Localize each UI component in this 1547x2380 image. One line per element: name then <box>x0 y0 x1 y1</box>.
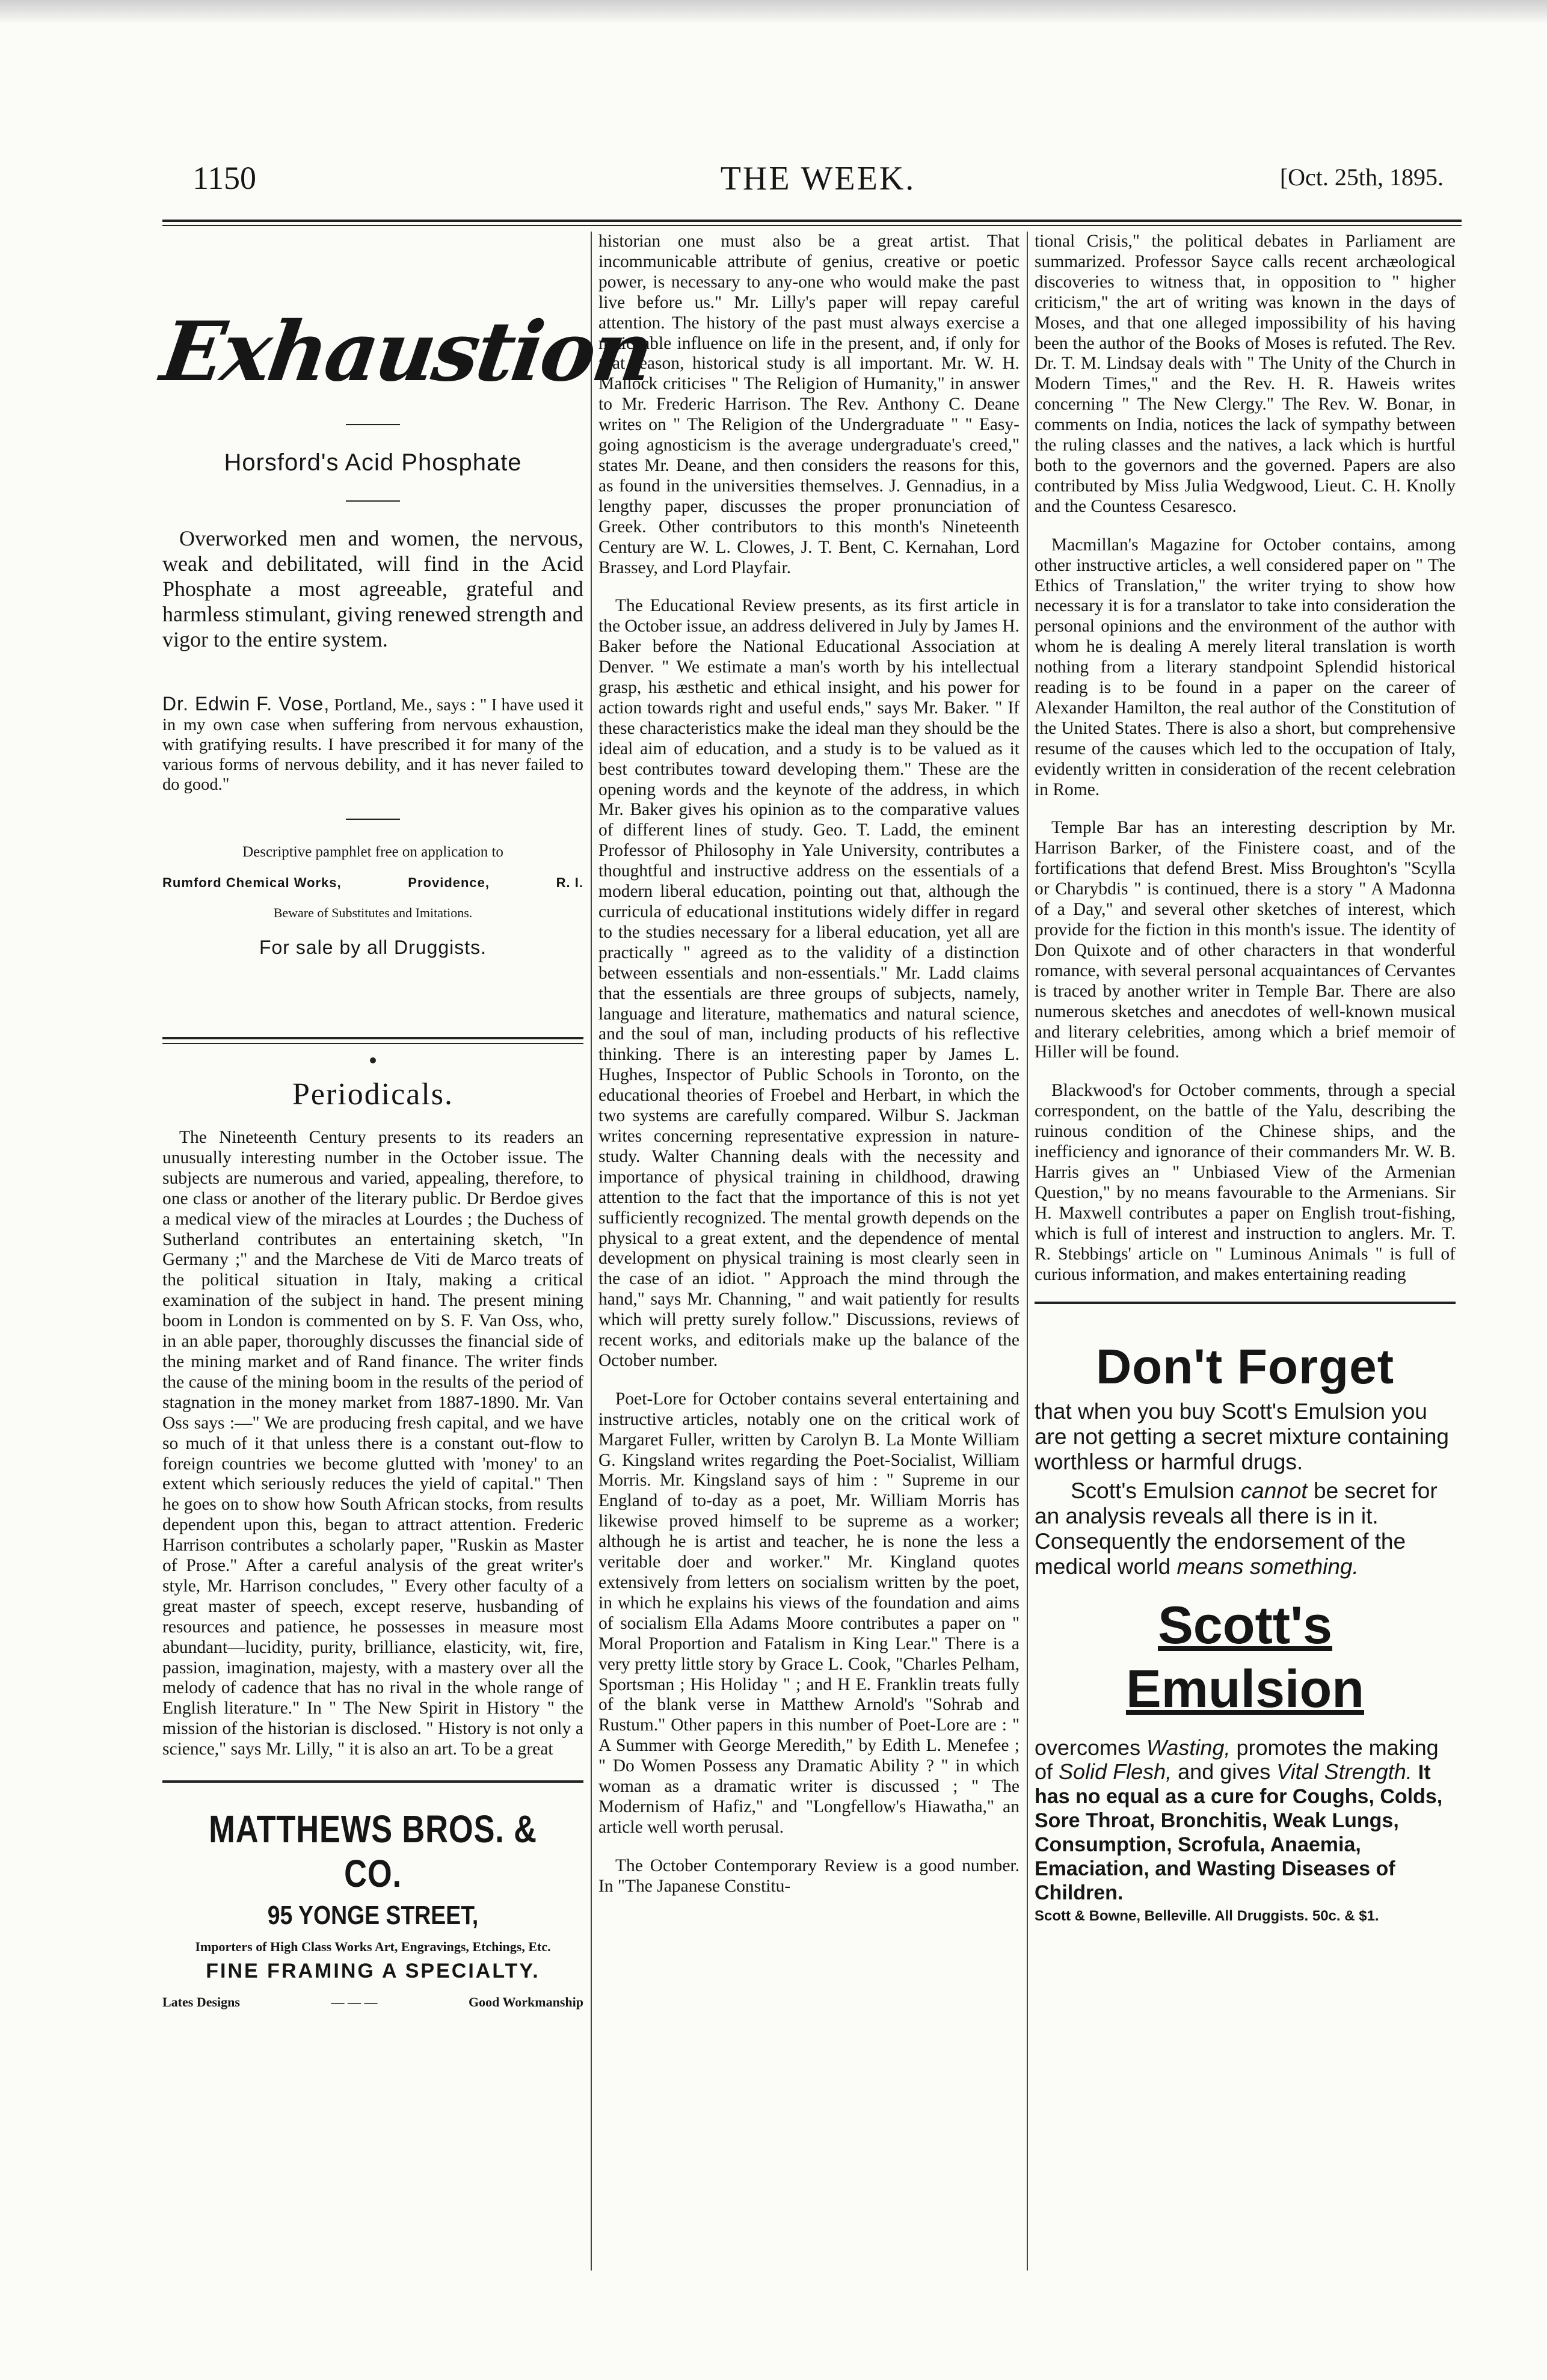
ornament-dot <box>370 1057 376 1063</box>
emphasis: Vital Strength. <box>1276 1759 1412 1785</box>
sale-note: For sale by all Druggists. <box>259 936 487 958</box>
divider <box>346 500 400 502</box>
testimonial-place: Portland, Me., <box>334 696 432 715</box>
cure-list: It has no equal as a cure for Coughs, Colds, Sore Throat, Bronchitis, Weak Lungs, Consumption, Scrofula, Anaemia, Emaciation, and Wasting Diseases of Children. <box>1035 1761 1443 1905</box>
column-divider <box>1027 232 1028 2271</box>
ad-headline: Don't Forget <box>1095 1339 1395 1395</box>
divider <box>346 424 400 425</box>
emphasis: Solid Flesh, <box>1059 1759 1172 1785</box>
page-number: 1150 <box>192 160 256 196</box>
testimonial-text: says : " I have used it in my own case when suffering from nervous exhaustion, with gratifying results. I have prescribed it for many of the various forms of nervous debility, and it has never failed to do good." <box>162 696 583 794</box>
masthead: THE WEEK. <box>720 160 916 197</box>
brand-name: Scott's <box>1158 1595 1332 1655</box>
column-3 <box>1035 232 1456 1925</box>
claim-text: overcomes <box>1035 1735 1141 1760</box>
scan-edge <box>0 0 1547 24</box>
claim-text: promotes the making of <box>1035 1735 1439 1785</box>
product-name: Horsford's Acid Phosphate <box>224 449 522 476</box>
section-heading: Periodicals. <box>292 1077 454 1112</box>
column-2 <box>598 232 1020 1897</box>
matthews-ad <box>162 1807 583 2010</box>
ad-claims <box>1035 1736 1456 1904</box>
ad-body <box>1035 1478 1456 1579</box>
acid-phosphate-ad <box>155 304 657 959</box>
article-paragraph: The October Contemporary Review is a good number. In "The Japanese Constitu- <box>598 1856 1020 1896</box>
ad-rule <box>162 1780 583 1783</box>
page-header <box>192 159 1444 201</box>
testimonial-name: Dr. Edwin F. Vose, <box>162 693 330 715</box>
divider <box>346 819 400 820</box>
ad-headline: Exhaustion <box>155 304 657 400</box>
ad-body: that when you buy Scott's Emulsion you are not getting a secret mixture containing worthless or harmful drugs. <box>1035 1399 1449 1475</box>
column-divider <box>591 232 592 2271</box>
body-text: be secret for an analysis reveals all there is in it. Consequently the endorsement of the medical world <box>1035 1478 1438 1579</box>
brand-mention: Scott's Emulsion <box>1071 1478 1235 1504</box>
column-1 <box>155 232 657 2010</box>
workmanship-label: Good Workmanship <box>469 1994 583 2010</box>
pamphlet-note: Descriptive pamphlet free on application to <box>242 844 503 860</box>
ad-footer: Scott & Bowne, Belleville. All Druggists. 50c. & $1. <box>1035 1908 1379 1925</box>
ad-body: Overworked men and women, the nervous, weak and debilitated, will find in the Acid Phosphate a most agreeable, grateful and harmless stimulant, giving renewed strength and vigor to the entire system. <box>162 526 583 651</box>
scotts-emulsion-ad <box>1035 1339 1456 1925</box>
maker-line <box>162 875 583 891</box>
claim-text: and gives <box>1178 1759 1271 1785</box>
article-paragraph: Macmillan's Magazine for October contains, among other instructive articles, a well considered paper on " The Ethics of Translation," the writer trying to show how necessary it is for a translator to take into consideration the personal opinions and the environment of the author with whom he is dealing A merely literal translation is worth nothing from a literary standpoint Splendid historical reading is to be found in a paper on the career of Alexander Hamilton, the real author of the Constitution of the United States. There is also a short, but comprehensive resume of the causes which led to the occupation of Italy, evidently written in consideration of the recent celebration in Rome. <box>1035 535 1456 799</box>
brand-name: Emulsion <box>1125 1659 1365 1719</box>
header-rule <box>162 220 1462 222</box>
testimonial <box>162 694 583 795</box>
emphasis: cannot <box>1240 1478 1308 1504</box>
maker-place: Providence, <box>408 875 490 890</box>
framing-line: FINE FRAMING A SPECIALTY. <box>206 1960 540 1983</box>
company-name: MATTHEWS BROS. & CO. <box>209 1807 537 1896</box>
dashes: — — — <box>331 1994 378 2010</box>
article-paragraph: Poet-Lore for October contains several entertaining and instructive articles, notably one on the critical work of Margaret Fuller, written by Carolyn B. La Monte William G. Kingsland writes regarding the Poet-Socialist, William Morris. Mr. Kingsland says of him : " Supreme in our England of to-day as a poet, Mr. William Morris has likewise proved himself to be supreme as a worker; although he is artist and teacher, he is none the less a veritable doer and worker." Mr. Kingland quotes extensively from letters on socialism written by the poet, in which he explains his views of the foundation and aims of socialism Ella Adams Moore contributes a paper on " Moral Proportion and Fatalism in King Lear." There is a very pretty little story by Grace L. Cook, "Charles Pelham, Sportsman ; His Holiday " ; and H E. Franklin treats fully of the blank verse in Matthew Arnold's "Sohrab and Rustum." Other papers in this number of Poet-Lore are : " A Summer with George Meredith," by Edith L. Menefee ; " Do Women Possess any Dramatic Ability ? " in which woman as a dramatic writer is discussed ; " The Modernism of Hafiz," and "Longfellow's Hiawatha," an article well worth perusal. <box>598 1389 1020 1837</box>
article-paragraph: historian one must also be a great artist. That incommunicable attribute of genius, creative or poetic power, is necessary to any-one who would make the past live before us." Mr. Lilly's paper will repay careful attention. The history of the past must always exercise a noticeable influence on life in the present, and, if only for that reason, historical study is all important. Mr. W. H. Mallock criticises " The Religion of Humanity," in answer to Mr. Frederic Harrison. The Rev. Anthony C. Deane writes on " The Religion of the Undergraduate " " Easy-going agnosticism is the average undergraduate's creed," states Mr. Deane, and then considers the reasons for this, as found in the universities themselves. J. Gennadius, in a lengthy paper, discusses the proper pronunciation of Greek. Other contributors to this month's Nineteenth Century are W. L. Clowes, J. T. Bent, C. Kernahan, Lord Brassey, and Lord Playfair. <box>598 232 1020 577</box>
article-paragraph: The Nineteenth Century presents to its readers an unusually interesting number in the October issue. The subjects are numerous and varied, appealing, therefore, to one class or another of the literary public. Dr Berdoe gives a medical view of the miracles at Lourdes ; the Duchess of Sutherland contributes an entertaining sketch, "In Germany ;" and the Marchese de Viti de Marco treats of the political situation in Italy, making a critical examination of the subject in hand. The present mining boom in London is commented on by S. F. Van Oss, who, in an able paper, thoroughly discusses the financial side of the mining market and of Rand finance. The writer finds the cause of the mining boom in the results of the period of stagnation in the money market from 1887-1890. Mr. Van Oss says :—" We are producing fresh capital, and we have so much of it that unless there is a constant out-flow to foreign countries we become glutted with 'money' to an extent which seriously reduces the yield of capital." Then he goes on to show how South African stocks, from results dependent upon this, began to attract attention. Frederic Harrison contributes a scholarly paper, "Ruskin as Master of Prose." After a careful analysis of the great writer's style, Mr. Harrison concludes, " Every other faculty of a great master of speech, except reserve, husbanding of resources and patience, he possesses in measure most abundant—lucidity, purity, brilliance, elasticity, wit, fire, passion, imagination, majesty, with a mastery over all the melody of cadence that has no rival in the whole range of English literature." In " The New Spirit in History " the mission of the historian is disclosed. " History is not only a science," says Mr. Lilly, " it is also an art. To be a great <box>162 1128 583 1759</box>
importers-line: Importers of High Class Works Art, Engravings, Etchings, Etc. <box>195 1939 551 1955</box>
designs-line <box>162 1994 583 2010</box>
emphasis: Wasting, <box>1146 1735 1231 1760</box>
header-rule-thin <box>162 225 1462 226</box>
issue-date: [Oct. 25th, 1895. <box>1279 164 1444 191</box>
company-address: 95 YONGE STREET, <box>267 1901 479 1931</box>
emphasis: means something. <box>1176 1554 1359 1579</box>
article-paragraph: Temple Bar has an interesting description by Mr. Harrison Barker, of the Finistere coast, and of the fortifications that defend Brest. Miss Broughton's "Scylla or Charybdis " is continued, there is a story " A Madonna of a Day," and several other sketches of interest, which provide for the fiction in this month's issue. The identity of Don Quixote and of other characters in that wonderful romance, with several personal acquaintances of Cervantes is traced by another writer in Temple Bar. There are also numerous sketches and anecdotes of well-known musical and literary celebrities, among which a brief memoir of Hiller will be found. <box>1035 818 1456 1062</box>
article-paragraph: Blackwood's for October comments, through a special correspondent, on the battle of the Yalu, describing the ruinous condition of the Chinese ships, and the inefficiency and ignorance of their commanders Mr. W. B. Harris gives an " Unbiased View of the Armenian Question," by no means favourable to the Armenians. Sir H. Maxwell contributes a paper on English trout-fishing, which is full of interest and instruction to anglers. Mr. T. R. Stebbings' article on " Luminous Animals " is full of curious information, and makes entertaining reading <box>1035 1081 1456 1284</box>
article-paragraph: tional Crisis," the political debates in Parliament are summarized. Professor Sayce calls recent archæological discoveries to witness that, in opposition to " higher criticism," the art of writing was known in the days of Moses, and that one alleged impossibility of his having been the author of the Books of Moses is refuted. The Rev. Dr. T. M. Lindsay deals with " The Unity of the Church in Modern Times," and the Rev. H. R. Haweis writes concerning " The New Clergy." The Rev. W. Bonar, in comments on India, notices the lack of sympathy between the ruling classes and the natives, a lack which is hurtful both to the governors and the governed. Papers are also contributed by Miss Julia Wedgwood, Lieut. C. H. Knolly and the Countess Cesaresco. <box>1035 232 1456 516</box>
beware-note: Beware of Substitutes and Imitations. <box>273 905 473 920</box>
article-paragraph: The Educational Review presents, as its first article in the October issue, an address delivered in July by James H. Baker before the National Educational Association at Denver. " We estimate a man's worth by his intellectual grasp, his æsthetic and ethical insight, and his power for action towards right and useful ends," says Mr. Baker. " If these characteristics make the ideal man they should be the ideal aim of education, and a study is to be valued as it best contributes toward developing them." These are the opening words and the keynote of the address, in which Mr. Baker gives his opinion as to the comparative values of different lines of study. Geo. T. Ladd, the eminent Professor of Philosophy in Yale University, contributes a thoughtful and instructive address on the essentials of a modern liberal education, pointing out that, although the curricula of educational institutions widely differ in regard to the studies necessary for a liberal education, yet all are practically " agreed as to the validity of a distinction between essentials and non-essentials." Mr. Ladd claims that the essentials are three groups of subjects, namely, language and literature, mathematics and natural science, and the soul of man, including products of his reflective thinking. There is an interesting paper by James L. Hughes, Inspector of Public Schools in Toronto, on the educational theories of Froebel and Herbart, in which the two systems are carefully compared. Wilbur S. Jackman writes concerning representative expression in nature-study. Walter Channing deals with the necessity and importance of physical training in childhood, drawing attention to the fact that the importance of this is not yet sufficiently recognized. The mental growth depends on the physical to a great extent, and the dependence of mental development on physical training is most clearly seen in the case of an idiot. " Approach the mind through the hand," says Mr. Channing, " and wait patiently for results which will pretty surely follow." Discussions, reviews of recent works, and editorials make up the balance of the October number. <box>598 596 1020 1370</box>
designs-label: Lates Designs <box>162 1994 240 2010</box>
maker-state: R. I. <box>556 875 583 890</box>
section-rule <box>162 1037 583 1044</box>
ad-rule <box>1035 1302 1456 1304</box>
maker-name: Rumford Chemical Works, <box>162 875 342 890</box>
